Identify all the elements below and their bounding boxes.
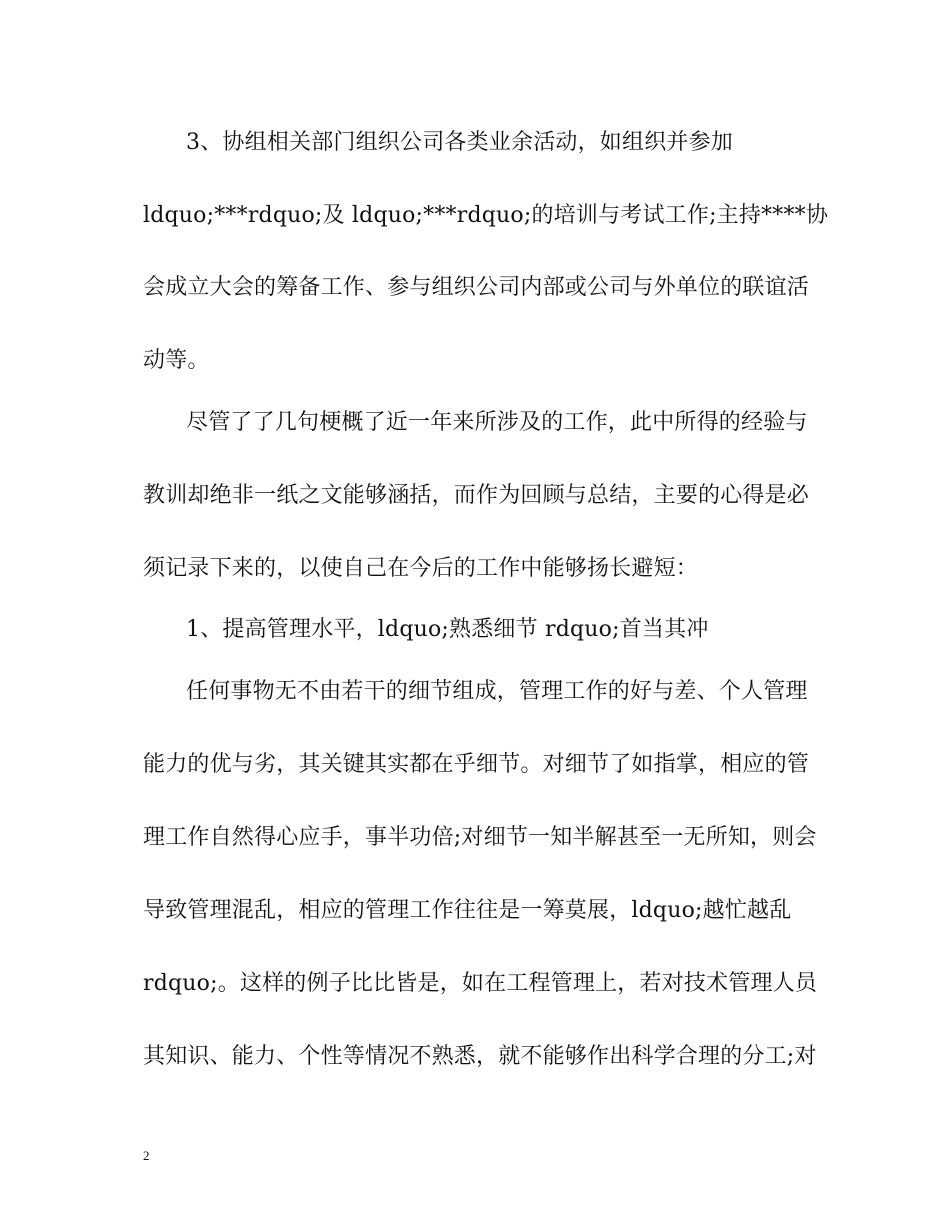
text-line: 动等。 <box>143 348 210 373</box>
text-line: 能力的优与劣，其关键其实都在乎细节。对细节了如指掌，相应的管 <box>143 752 810 777</box>
page-number: 2 <box>143 1148 150 1163</box>
text-line: 尽管了了几句梗概了近一年来所涉及的工作，此中所得的经验与 <box>186 410 808 435</box>
text-line: 3、协组相关部门组织公司各类业余活动，如组织并参加 <box>186 130 733 155</box>
text-line: rdquo;。这样的例子比比皆是，如在工程管理上，若对技术管理人员 <box>143 971 818 996</box>
text-line: 任何事物无不由若干的细节组成，管理工作的好与差、个人管理 <box>186 679 808 704</box>
text-line: 导致管理混乱，相应的管理工作往往是一筹莫展，ldquo;越忙越乱 <box>143 898 792 923</box>
text-line: ldquo;***rdquo;及 ldquo;***rdquo;的培训与考试工作;主持****协 <box>143 203 829 228</box>
text-line: 1、提高管理水平，ldquo;熟悉细节 rdquo;首当其冲 <box>186 617 709 642</box>
text-line: 会成立大会的筹备工作、参与组织公司内部或公司与外单位的联谊活 <box>143 275 810 300</box>
text-line: 理工作自然得心应手，事半功倍;对细节一知半解甚至一无所知，则会 <box>143 825 817 850</box>
text-line: 其知识、能力、个性等情况不熟悉，就不能够作出科学合理的分工;对 <box>143 1044 817 1069</box>
text-line: 须记录下来的，以使自己在今后的工作中能够扬长避短： <box>143 556 699 581</box>
text-line: 教训却绝非一纸之文能够涵括，而作为回顾与总结，主要的心得是必 <box>143 483 810 508</box>
